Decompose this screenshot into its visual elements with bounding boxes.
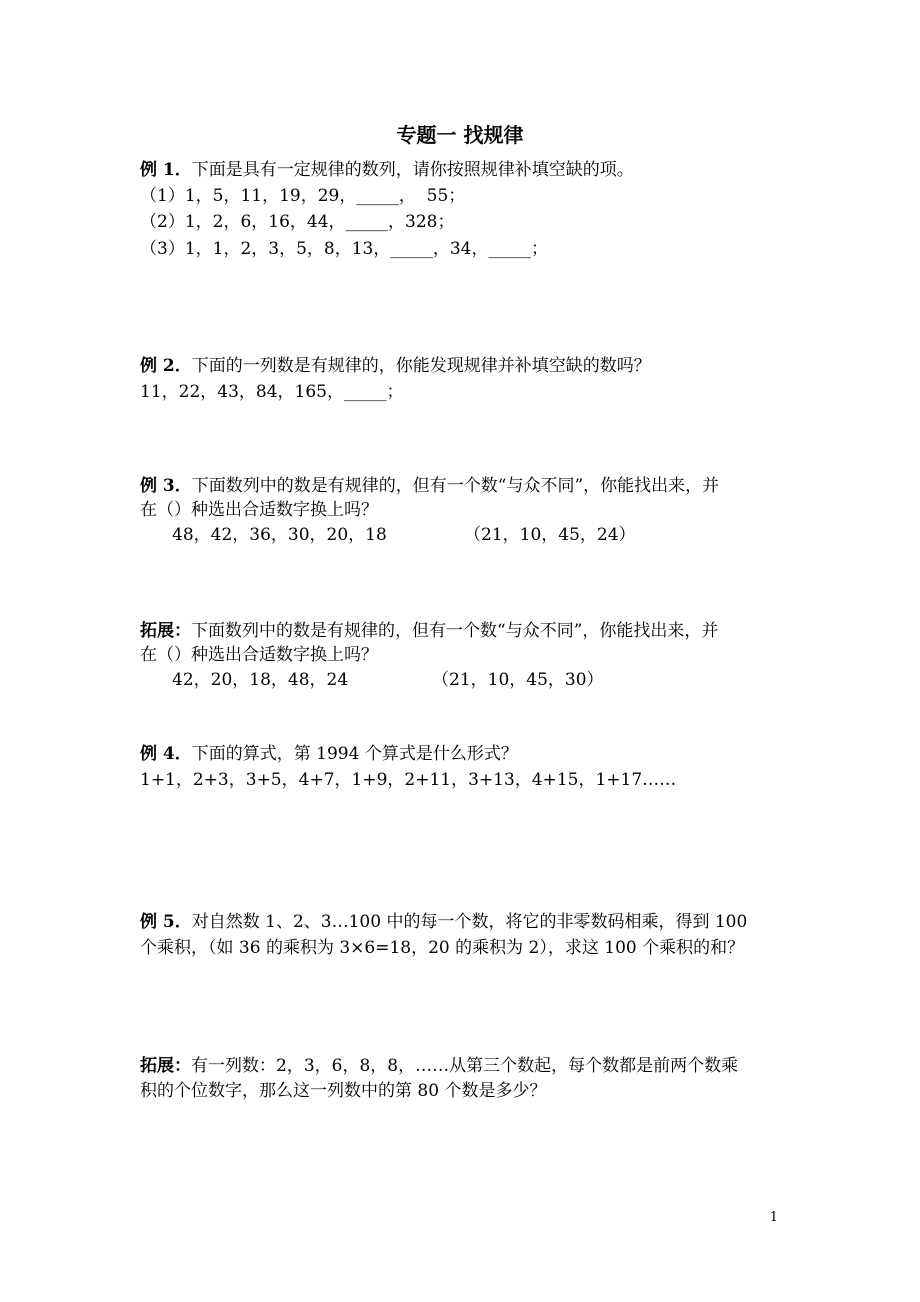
- example-3-label: 例 3．: [140, 476, 192, 496]
- example-2-prompt: [140, 356, 651, 376]
- example-3-prompt: [140, 476, 719, 496]
- example-2-text: 下面的一列数是有规律的，你能发现规律并补填空缺的数吗？: [191, 356, 651, 376]
- extension-1-options: （21，10，45，30）: [432, 670, 604, 690]
- extension-1-text-2: 在（）种选出合适数字换上吗？: [140, 645, 378, 665]
- extension-2-text-2: 积的个位数字，那么这一列数中的第 80 个数是多少？: [140, 1081, 547, 1101]
- example-5-prompt: [140, 912, 747, 932]
- example-1-line-2: （2）1，2，6，16，44，_____，328；: [140, 212, 455, 232]
- example-5-text-1: 对自然数 1、2、3…100 中的每一个数，将它的非零数码相乘，得到 100: [191, 912, 748, 932]
- example-1-prompt: [140, 160, 634, 180]
- example-3-text-1: 下面数列中的数是有规律的，但有一个数“与众不同”，你能找出来，并: [191, 476, 720, 496]
- page-title: 专题一 找规律: [396, 123, 524, 147]
- example-5-label: 例 5．: [140, 912, 192, 932]
- extension-1-sequence: 42，20，18，48，24: [172, 670, 349, 690]
- example-1-label: 例 1．: [140, 160, 192, 180]
- extension-2-text-1: 有一列数：2，3，6，8，8，……从第三个数起，每个数都是前两个数乘: [191, 1056, 739, 1076]
- example-3-options: （21，10，45，24）: [464, 525, 636, 545]
- extension-1-text-1: 下面数列中的数是有规律的，但有一个数“与众不同”，你能找出来，并: [191, 621, 719, 641]
- example-3-sequence: 48，42，36，30，20，18: [172, 525, 387, 545]
- extension-1-prompt: [140, 621, 718, 641]
- example-2-line: 11，22，43，84，165，_____；: [140, 382, 404, 402]
- example-1-text: 下面是具有一定规律的数列，请你按照规律补填空缺的项。: [191, 160, 634, 180]
- example-4-prompt: [140, 744, 518, 764]
- example-4-label: 例 4．: [140, 744, 192, 764]
- example-4-line: 1+1，2+3，3+5，4+7，1+9，2+11，3+13，4+15，1+17……: [140, 770, 677, 790]
- example-3-text-2: 在（）种选出合适数字换上吗？: [140, 500, 378, 520]
- example-1-line-1: （1）1，5，11，19，29，_____， 55；: [140, 186, 466, 206]
- example-5-text-2: 个乘积，（如 36 的乘积为 3×6=18，20 的乘积为 2），求这 100 个乘积的和？: [140, 938, 745, 958]
- extension-2-label: 拓展：: [140, 1056, 191, 1076]
- example-4-text: 下面的算式，第 1994 个算式是什么形式？: [191, 744, 518, 764]
- example-2-label: 例 2．: [140, 356, 192, 376]
- example-1-line-3: （3）1，1，2，3，5，8，13，_____，34，_____；: [140, 239, 548, 259]
- page-number: 1: [769, 1210, 778, 1225]
- extension-1-label: 拓展：: [140, 621, 191, 641]
- extension-2-prompt: [140, 1056, 738, 1076]
